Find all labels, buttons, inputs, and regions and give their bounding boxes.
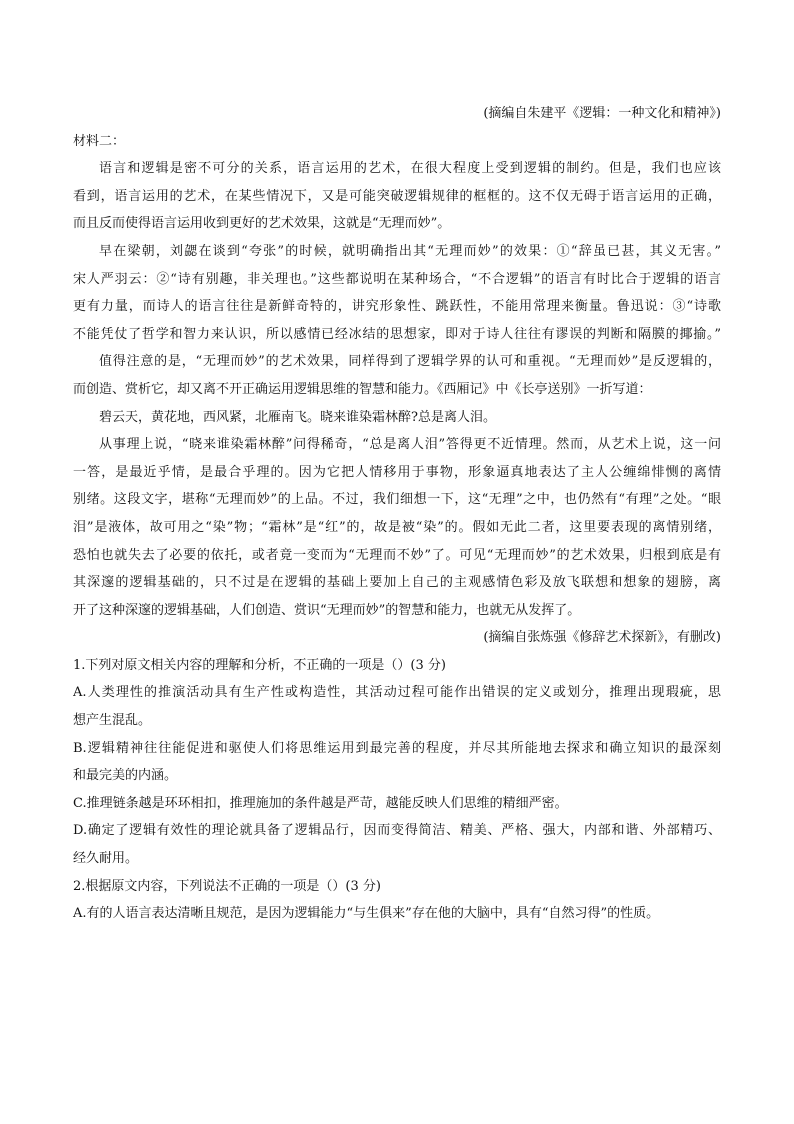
option-b: B.逻辑精神往往能促进和驱使人们将思维运用到最完善的程度，并尽其所能地去探求和确立知识的最深刻 <box>73 740 721 756</box>
paragraph-line: 开了这种深邃的逻辑基础，人们创造、赏识“无理而妙”的智慧和能力，也就无从发挥了。 <box>73 602 581 618</box>
paragraph-line: 看到，语言运用的艺术，在某些情况下，又是可能突破逻辑规律的框框的。这不仅无碍于语言运用的正确， <box>73 188 721 204</box>
option-a: A.人类理性的推演活动具有生产性或构造性，其活动过程可能作出错误的定义或划分，推理出现瑕疵，思 <box>73 685 721 701</box>
option-a: A.有的人语言表达清晰且规范，是因为逻辑能力“与生俱来”存在他的大脑中，具有“自然习得”的性质。 <box>73 906 660 922</box>
question-2 <box>73 873 721 928</box>
paragraph-line: 恐怕也就失去了必要的依托，或者竟一变而为“无理而不妙”了。可见“无理而妙”的艺术效果，归根到底是有 <box>73 547 721 563</box>
paragraph-1 <box>73 155 721 238</box>
source-citation-1: (摘编自朱建平《逻辑：一种文化和精神》) <box>483 106 721 121</box>
paragraph-4 <box>73 431 721 624</box>
paragraph-line: 别绪。这段文字，堪称“无理而妙”的上品。不过，我们细想一下，这“无理”之中，也仍然有“有理”之处。“眼 <box>73 492 721 508</box>
option-b-continued: 和最完美的内涵。 <box>73 768 178 784</box>
paragraph-line: 一答，是最近乎情，是最合乎理的。因为它把人情移用于事物，形象逼真地表达了主人公缠绵悱恻的离情 <box>73 464 721 480</box>
paragraph-3 <box>73 348 721 403</box>
paragraph-line: 更有力量，而诗人的语言往往是新鲜奇特的，讲究形象性、跳跃性，不能用常理来衡量。鲁迅说：③“诗歌 <box>73 299 721 315</box>
question-1 <box>73 652 721 873</box>
paragraph-2 <box>73 238 721 348</box>
paragraph-line: 从事理上说，“晓来谁染霜林醉”问得稀奇，“总是离人泪”答得更不近情理。然而，从艺术上说，这一问 <box>99 437 721 453</box>
paragraph-line: 宋人严羽云：②“诗有别趣，非关理也。”这些都说明在某种场合，“不合逻辑”的语言有时比合于逻辑的语言 <box>73 271 721 287</box>
material-2-label: 材料二： <box>73 133 126 149</box>
option-d: D.确定了逻辑有效性的理论就具备了逻辑品行，因而变得简洁、精美、严格、强大，内部和谐、外部精巧、 <box>73 823 721 839</box>
paragraph-line: 值得注意的是，“无理而妙”的艺术效果，同样得到了逻辑学界的认可和重视。“无理而妙”是反逻辑的， <box>99 354 721 370</box>
paragraph-line: 语言和逻辑是密不可分的关系，语言运用的艺术，在很大程度上受到逻辑的制约。但是，我们也应该 <box>99 161 721 177</box>
paragraph-line: 其深邃的逻辑基础的，只不过是在逻辑的基础上要加上自己的主观感情色彩及放飞联想和想象的翅膀，离 <box>73 575 721 591</box>
paragraph-line: 不能凭仗了哲学和智力来认识，所以感情已经冰结的思想家，即对于诗人往往有谬误的判断和隔膜的揶揄。” <box>73 326 721 342</box>
source-citation-2: (摘编自张炼强《修辞艺术探新》，有删改) <box>483 630 721 646</box>
paragraph-line: 早在梁朝，刘勰在谈到“夸张”的时候，就明确指出其“无理而妙”的效果：①“辞虽已甚，其义无害。” <box>99 243 721 259</box>
question-stem: 1.下列对原文相关内容的理解和分析，不正确的一项是（）(3 分) <box>73 657 446 673</box>
poem-quote: 碧云天，黄花地，西风紧，北雁南飞。晓来谁染霜林醉?总是离人泪。 <box>99 409 496 425</box>
question-stem: 2.根据原文内容，下列说法不正确的一项是（）(3 分) <box>73 878 381 894</box>
paragraph-line: 而且反而使得语言运用收到更好的艺术效果，这就是“无理而妙”。 <box>73 216 451 232</box>
document-page <box>73 100 721 928</box>
paragraph-line: 泪”是液体，故可用之“染”物；“霜林”是“红”的，故是被“染”的。假如无此二者，这里要表现的离情别绪， <box>73 519 721 535</box>
paragraph-line: 而创造、赏析它，却又离不开正确运用逻辑思维的智慧和能力。《西厢记》中《长亭送别》一折写道： <box>73 381 652 397</box>
option-c: C.推理链条越是环环相扣，推理施加的条件越是严苛，越能反映人们思维的精细严密。 <box>73 795 568 811</box>
option-d-continued: 经久耐用。 <box>73 851 139 867</box>
option-a-continued: 想产生混乱。 <box>73 713 152 729</box>
